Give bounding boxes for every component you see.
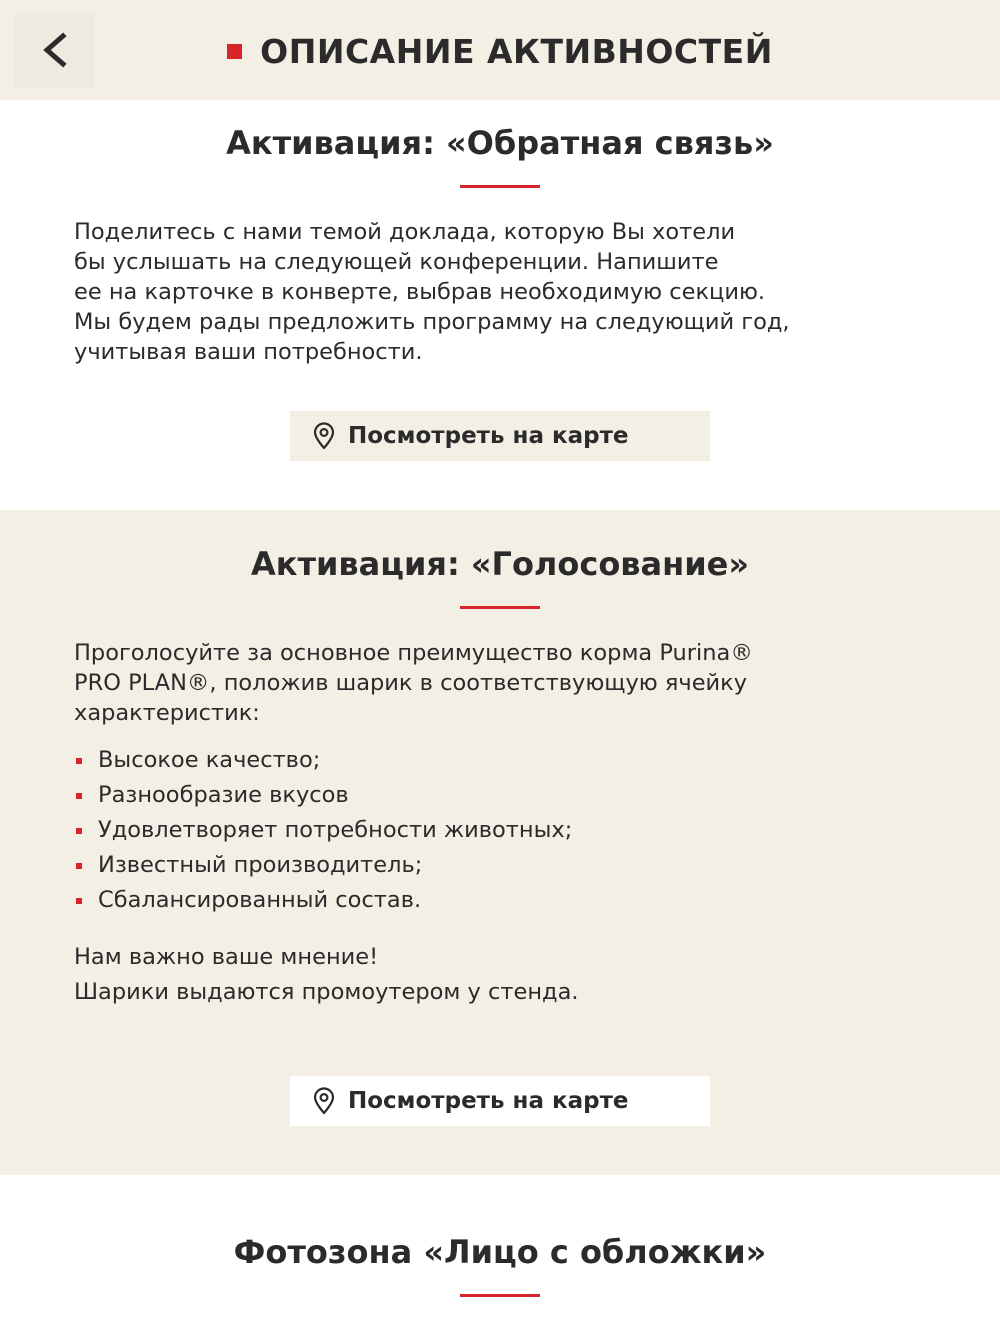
outro-line: Нам важно ваше мнение! [74, 944, 379, 970]
section-description [74, 217, 954, 367]
list-item-text: Высокое качество; [98, 747, 321, 773]
intro-line: Проголосуйте за основное преимущество корма Purina® [74, 640, 753, 666]
bullet-marker [76, 828, 82, 834]
list-item-text: Удовлетворяет потребности животных; [98, 817, 573, 843]
outro-line: Шарики выдаются промоутером у стенда. [74, 979, 579, 1005]
view-on-map-label: Посмотреть на карте [348, 1088, 629, 1114]
bullet-marker [76, 758, 82, 764]
map-pin-icon [312, 422, 336, 450]
list-item [74, 883, 572, 918]
section-outro [74, 940, 954, 1010]
list-item [74, 848, 572, 883]
list-item [74, 743, 572, 778]
list-item [74, 778, 572, 813]
title-underline [460, 1294, 540, 1297]
bullet-marker [76, 898, 82, 904]
activity-section-photozone [0, 1175, 1000, 1334]
view-on-map-button[interactable] [290, 411, 710, 461]
description-line: ее на карточке в конверте, выбрав необходимую секцию. [74, 279, 766, 305]
list-item-text: Разнообразие вкусов [98, 782, 349, 808]
header-title-group [0, 26, 1000, 76]
app-header [0, 0, 1000, 100]
view-on-map-button[interactable] [290, 1076, 710, 1126]
description-line: Мы будем рады предложить программу на следующий год, [74, 309, 790, 335]
intro-line: характеристик: [74, 700, 260, 726]
section-intro [74, 638, 954, 728]
section-title: Активация: «Голосование» [250, 545, 750, 583]
title-underline [460, 185, 540, 188]
intro-line: PRO PLAN®, положив шарик в соответствующую ячейку [74, 670, 748, 696]
section-title: Фотозона «Лицо с обложки» [233, 1233, 767, 1271]
map-pin-icon [312, 1087, 336, 1115]
description-line: Поделитесь с нами темой доклада, которую Вы хотели [74, 219, 736, 245]
title-underline [460, 606, 540, 609]
list-item-text: Известный производитель; [98, 852, 423, 878]
bullet-marker [76, 793, 82, 799]
bullet-marker [76, 863, 82, 869]
activity-section-voting [0, 510, 1000, 1175]
view-on-map-label: Посмотреть на карте [348, 423, 629, 449]
description-line: учитывая ваши потребности. [74, 339, 423, 365]
list-item-text: Сбалансированный состав. [98, 887, 422, 913]
title-accent-square [227, 44, 242, 59]
list-item [74, 813, 572, 848]
characteristics-list [74, 743, 572, 918]
section-title: Активация: «Обратная связь» [226, 124, 774, 162]
page-title: ОПИСАНИЕ АКТИВНОСТЕЙ [260, 31, 773, 71]
description-line: бы услышать на следующей конференции. Напишите [74, 249, 719, 275]
activity-section-feedback [0, 100, 1000, 510]
